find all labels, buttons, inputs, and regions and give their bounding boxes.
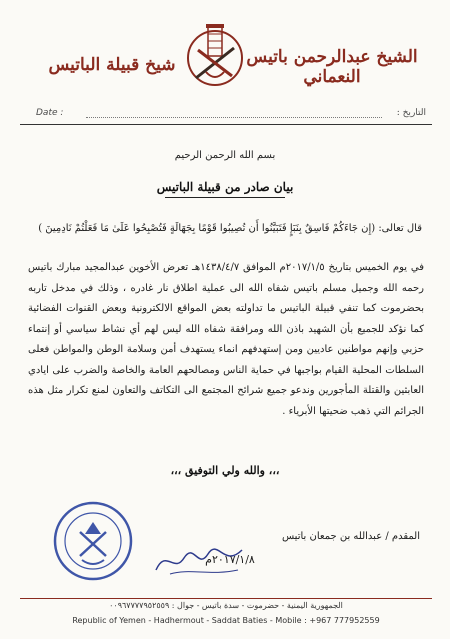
title-underline bbox=[165, 197, 285, 198]
date-row bbox=[20, 108, 432, 124]
statement-body: في يوم الخميس بتاريخ ٢٠١٧/١/٥م الموافق ١٤٣٨/٤/٧هـ تعرض الأخوين عبدالمجيد مبارك باتيس رحمه الله وجميل مسلم باتيس شفاه الله الى عملية اطلاق نار غادره ، وذلك في مدخل تاربه بحضرموت كما تنفي قبيلة الباتيس ما تداولته بعض المواقع الالكترونية وبعض القنوات الفضائية كما نؤكد للجميع بأن الشهيد باذن الله ومرافقة شفاه الله ليس لهم أي نشاط سياسي أو إنتماء حزبي وإنهم مواطنين عاديين ومن إستهدفهم انماء يستهدف أمن وسلامة الوطن والمواطن فعلى السلطات المحلية القيام بواجبها في حماية الناس ومصالحهم العامة والخاصة والضرب على ايادي العابثين والقتلة المأجورين وندعو جميع شرائح المجتمع الى التكاتف والتعاون لمنع تكرار مثل هذه الجرائم التي ذهب ضحيتها الأبرياء . bbox=[28, 262, 424, 417]
date-fill-line bbox=[86, 117, 382, 118]
footer-address-ar: الجمهورية اليمنية - حضرموت - سدة باتيس - جوال : ٠٠٩٦٧٧٧٧٩٥٢٥٥٩ bbox=[109, 601, 343, 610]
date-label-en: Date : bbox=[36, 108, 64, 118]
closing-line: ،،، والله ولي التوفيق ،،، bbox=[170, 464, 280, 477]
date-label-ar: التاريخ : bbox=[396, 108, 426, 118]
footer-address-en: Republic of Yemen - Hadhermout - Saddat Baties - Mobile : +967 777952559 bbox=[72, 616, 380, 625]
statement-title: بيان صادر من قبيلة الباتيس bbox=[156, 180, 294, 194]
letterhead-name-right: الشيخ عبدالرحمن باتيس النعماني bbox=[246, 47, 418, 87]
signature-date: ٢٠١٧/١/٨م bbox=[205, 553, 255, 566]
header-divider bbox=[20, 124, 432, 125]
basmala: بسم الله الرحمن الرحيم bbox=[174, 150, 276, 161]
official-stamp-icon bbox=[52, 500, 134, 582]
quran-verse: قال تعالى: (إِن جَاءَكُمْ فَاسِقٌ بِنَبَإٍ فَتَبَيَّنُوا أَن تُصِيبُوا قَوْمًا بِجَهَالَةٍ فَتُصْبِحُوا عَلَىٰ مَا فَعَلْتُمْ نَادِمِينَ ) bbox=[38, 223, 422, 234]
letterhead-name-left: شيخ قبيلة الباتيس bbox=[48, 55, 176, 75]
footer-divider bbox=[20, 598, 432, 599]
signatory-name: المقدم / عبدالله بن جمعان باتيس bbox=[281, 531, 420, 542]
